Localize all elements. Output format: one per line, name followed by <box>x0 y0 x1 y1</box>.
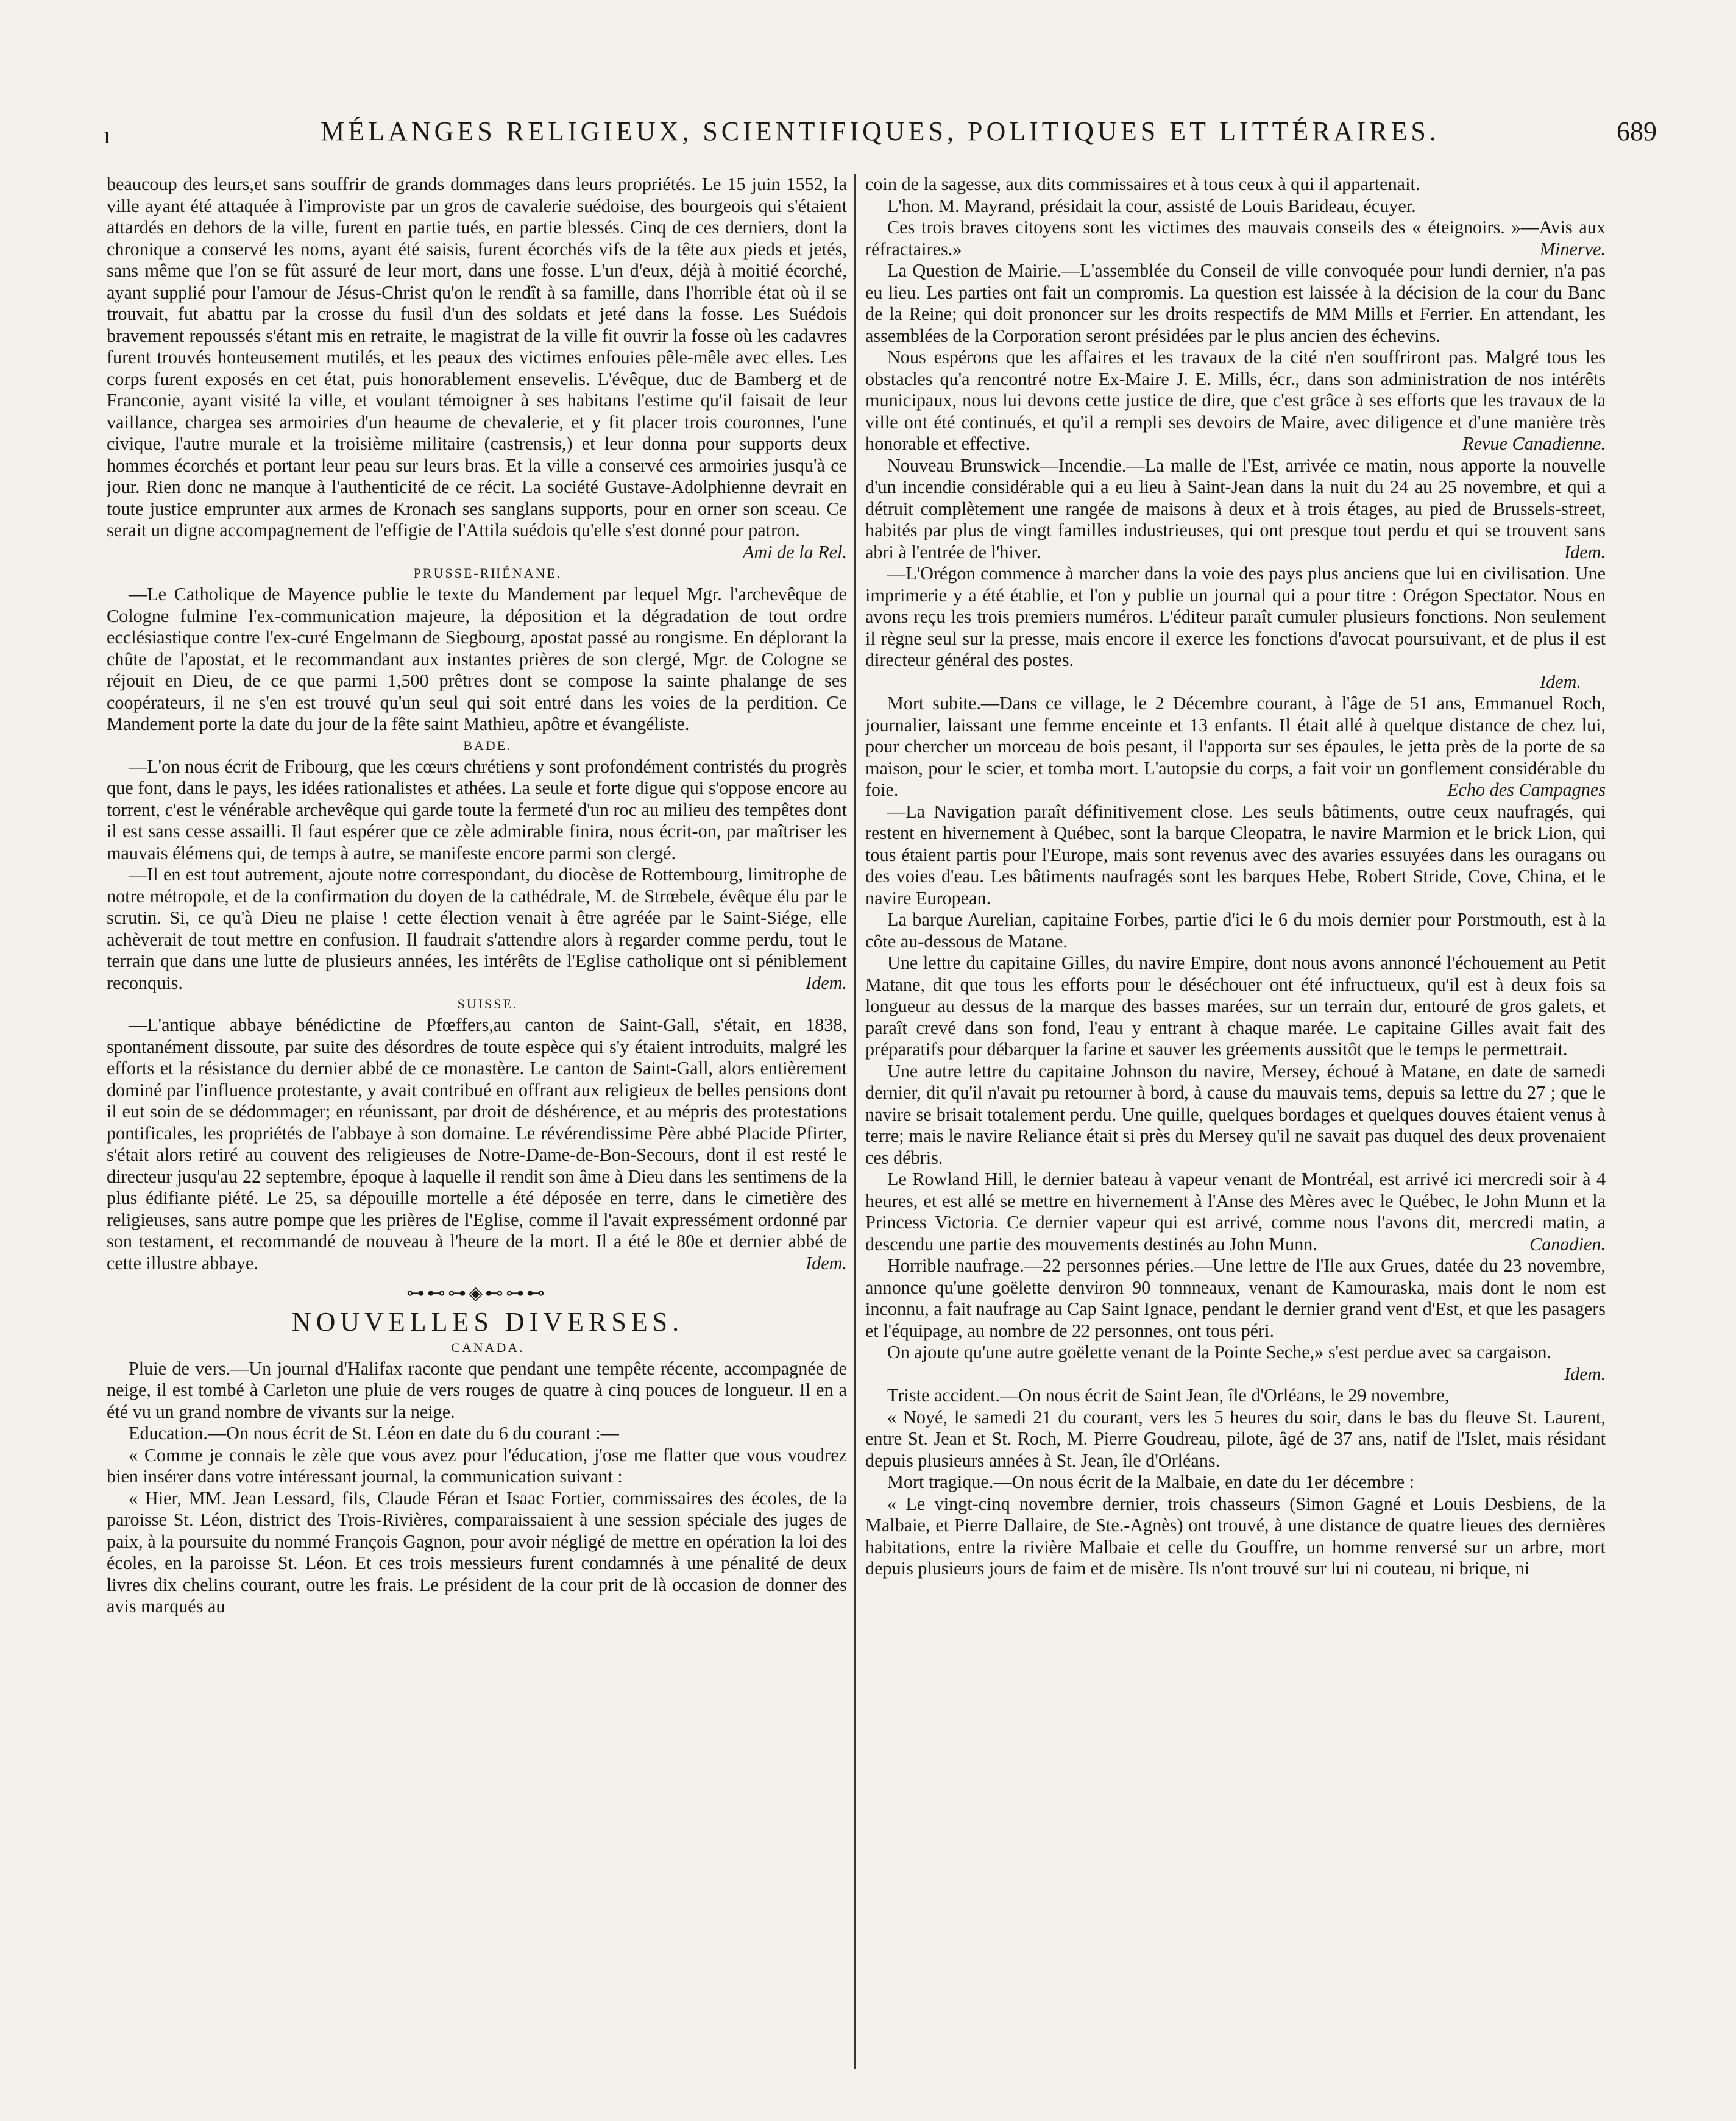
article-capitaine-johnson: Une autre lettre du capitaine Johnson du navire, Mersey, échoué à Matane, en date de samedi dernier, dit qu'il n'avait pu retourner à bord, à cause du mauvais tems, depuis sa lettre du 27 ; que le navire se brisait totalement perdu. Une quille, quelques bordages et quelques douves étaient venus à terre; mais le navire Reliance était si près du Mersey qu'il ne savait pas duquel des deux provenaient ces débris. <box>865 1060 1606 1168</box>
article-nous-esperons: Nous espérons que les affaires et les travaux de la cité n'en souffriront pas. Malgré tous les obstacles qu'a rencontré notre Ex-Maire J. E. Mills, écr., dans son administration de nos intérêts municipaux, nous lui devons cette justice de dire, que c'est grâce à ses efforts que les travaux de la ville ont été continués, et qu'il a rempli ses devoirs de Maire, avec diligence et d'une manière très honorable et effective. Revue Canadienne. <box>865 347 1606 454</box>
article-triste-accident: Triste accident.—On nous écrit de Saint Jean, île d'Orléans, le 29 novembre, <box>887 1385 1450 1406</box>
margin-mark: ı <box>104 121 111 149</box>
running-header <box>104 116 1657 158</box>
journal-title: MÉLANGES RELIGIEUX, SCIENTIFIQUES, POLITIQUES ET LITTÉRAIRES. <box>321 116 1440 146</box>
article-noye: « Noyé, le samedi 21 du courant, vers les 5 heures du soir, dans le bas du fleuve St. Laurent, entre St. Jean et St. Roch, M. Pierre Goudreau, pilote, âgé de 37 ans, natif de l'Islet, mais résidant depuis plusieurs années à St. Jean, île d'Orléans. <box>865 1406 1606 1471</box>
article-rowland-hill: Le Rowland Hill, le dernier bateau à vapeur venant de Montréal, est arrivé ici mercredi soir à 4 heures, et est allé se mettre en hivernement à l'Anse des Mères avec le Québec, le John Munn et la Princess Victoria. Ce dernier vapeur qui est arrivé, comme nous l'avons dit, mercredi matin, a descendu une partie des mouvements destinés au John Munn. Canadien. <box>865 1169 1606 1255</box>
article-education: Education.—On nous écrit de St. Léon en date du 6 du courant :— <box>129 1423 619 1443</box>
article-oregon: —L'Orégon commence à marcher dans la voie des pays plus anciens que lui en civilisation. Une imprimerie y a été établie, et l'on y publie un journal qui a pour titre : Orégon Spectator. Nous en avons reçu les trois premiers numéros. L'éditeur paraît cumuler plusieurs fonctions. Non seulement il règne seul sur la presse, mais encore il exerce les fonctions d'avocat poursuivant, et de plus il est directeur général des postes. <box>865 563 1606 670</box>
left-column <box>107 174 847 2069</box>
article-capitaine-gilles: Une lettre du capitaine Gilles, du navire Empire, dont nous avons annoncé l'échouement au Petit Matane, dit que tous les efforts pour le déséchouer ont été infructueux, qu'il est à deux fois sa longueur au dessus de la marque des basses marées, sur un terrain dur, entouré de gros galets, et paraît crevé dans son fond, l'eau y entrant à chaque marée. Le capitaine Gilles avait fait des préparatifs pour débarquer la farine et sauver les gréements aussitôt que le temps le permettrait. <box>865 952 1606 1060</box>
article-education-hier: « Hier, MM. Jean Lessard, fils, Claude Féran et Isaac Fortier, commissaires des écoles, de la paroisse St. Léon, district des Trois-Rivières, comparaissaient à une session spéciale des juges de paix, à la poursuite du nommé François Gagnon, pour avoir négligé de mettre en opération la loi des écoles, en la paroisse St. Léon. Et ces trois messieurs furent condamnés à une pénalité de deux livres dix chelins courant, outre les frais. Le président de la cour prit de là occasion de donner des avis marqués au <box>107 1487 847 1616</box>
source-idem: Idem. <box>1564 1363 1606 1384</box>
right-column <box>865 174 1606 2069</box>
source-ami-de-la-rel: Ami de la Rel. <box>742 541 847 562</box>
article-mort-subite: Mort subite.—Dans ce village, le 2 Décembre courant, à l'âge de 51 ans, Emmanuel Roch, journalier, laissant une femme enceinte et 13 enfants. Il était allé à quelque distance de chez lui, pour chercher un morceau de bois pesant, il l'apporta sur ses épaules, le jetta près de la porte de sa maison, pour le scier, et tomba mort. L'autopsie du corps, a fait voir un gonflement considérable du foie. Echo des Campagnes <box>865 693 1606 800</box>
article-hon-mayrand: L'hon. M. Mayrand, présidait la cour, assisté de Louis Barideau, écuyer. <box>887 195 1416 216</box>
heading-nouvelles-diverses: NOUVELLES DIVERSES. <box>291 1306 684 1337</box>
article-suisse: —L'antique abbaye bénédictine de Pfœffers,au canton de Saint-Gall, s'était, en 1838, spontanément dissoute, par suite des désordres de toute espèce qui s'y étaient introduits, malgré les efforts et la résistance du dernier abbé de ce monastère. Le canton de Saint-Gall, alors entièrement dominé par l'influence protestante, y avait contribué en offrant aux religieux de belles pensions dont il eut soin de se dédommager; en réunissant, par droit de déshérence, et au mépris des protestations pontificales, les propriétés de l'abbaye à son domaine. Le révérendissime Père abbé Placide Pfirter, s'était alors retiré au couvent des religieuses de Notre-Dame-de-Bon-Secours, dont il est resté le directeur jusqu'au 22 septembre, époque à laquelle il rendit son âme à Dieu dans les sentimens de la plus édifiante piété. Le 25, sa dépouille mortelle a été déposée en terre, dans le cimetière des religieuses, sans autre pompe que les prières de l'Eglise, comme il l'avait expressément ordonné par son testament, et recommandé de nouveau à l'heure de la mort. Il a été le 80e et dernier abbé de cette illustre abbaye. Idem. <box>107 1014 847 1273</box>
article-pointe-seche: On ajoute qu'une autre goëlette venant de la Pointe Seche,» s'est perdue avec sa cargaison. Idem. <box>887 1342 1606 1384</box>
source-minerve: Minerve. <box>1539 238 1606 260</box>
source-idem: Idem. <box>1564 541 1606 562</box>
source-idem: Idem. <box>806 972 847 993</box>
page-number: 689 <box>1617 116 1657 146</box>
article-horrible-naufrage: Horrible naufrage.—22 personnes péries.—Une lettre de l'Ile aux Grues, datée du 23 novembre, annonce qu'une goëlette denviron 90 tonnneaux, venant de Kamouraska, mais dont le nom est inconnu, a fait naufrage au Cap Saint Ignace, pendant le dernier grand vent d'Est, et que les pasagers et l'équipage, au nombre de 22 personnes, ont tous péri. <box>865 1255 1606 1341</box>
source-echo-des-campagnes: Echo des Campagnes <box>1447 779 1606 800</box>
article-kronach: beaucoup des leurs,et sans souffrir de grands dommages dans leurs propriétés. Le 15 juin 1552, la ville ayant été attaquée à l'improviste par un gros de cavalerie suédoise, des bourgeois qui s'étaient attardés en dehors de la ville, furent en partie tués, en partie blessés. Cinq de ces derniers, dont la chronique a conservé les noms, ayant été saisis, furent écorchés vifs de la tête aux pieds et jetés, sans même que l'on se fût assuré de leur mort, dans une fosse. L'un d'eux, déjà à moitié écorché, ayant supplié pour l'amour de Jésus-Christ qu'on le rendît à sa famille, dans l'horrible état où il se trouvait, fut abattu par la crosse du fusil d'un des soldats et jeté dans la fosse. Les Suédois bravement repoussés s'étant mis en retraite, le magistrat de la ville fit ouvrir la fosse où les cadavres furent trouvés honteusement mutilés, et les peaux des victimes enfouies pêle-mêle avec elles. Les corps furent exposés en cet état, puis honorablement ensevelis. L'évêque, duc de Bamberg et de Franconie, ayant visité la ville, et voulant témoigner à ses habitans l'estime qu'il faisait de leur vaillance, chargea ses armoiries d'un heaume de chevalerie, et y fit placer trois couronnes, l'une civique, l'autre murale et la troisième militaire (castrensis,) et leur donna pour supports deux hommes écorchés et portant leur peau sur leurs bras. Et la ville a conservé ces armoiries jusqu'à ce jour. Rien donc ne manque à l'authenticité de ce récit. La société Gustave-Adolphienne devrait en toute justice emprunter aux armes de Kronach ses sanglans supports, pour en orner son sceau. Ce serait un digne accompagnement de l'effigie de l'Attila suédois qu'elle s'est donné pour patron. Ami de la Rel. <box>107 174 847 562</box>
section-prusse-rhenane: PRUSSE-RHÉNANE. <box>413 565 562 581</box>
ornament-divider: ⊶⊷⊶◈⊷⊶⊷ <box>406 1283 548 1303</box>
section-suisse: SUISSE. <box>457 996 519 1011</box>
source-idem: Idem. <box>1540 671 1581 692</box>
article-bade-rottembourg: —Il en est tout autrement, ajoute notre correspondant, du diocèse de Rottembourg, limitrophe de notre métropole, et de la confirmation du doyen de la cathédrale, M. de Strœbele, évêque élu par le scrutin. Si, ce qu'à Dieu ne plaise ! cette élection venait à être agréée par le Saint-Siége, elle achèverait de tout mettre en confusion. Il faudrait s'attendre alors à regarder comme perdu, tout le terrain que dans une lutte de plusieurs années, les intérêts de l'Eglise catholique ont si péniblement reconquis. Idem. <box>107 864 847 993</box>
article-question-de-mairie: La Question de Mairie.—L'assemblée du Conseil de ville convoquée pour lundi dernier, n'a pas eu lieu. Les parties ont fait un compromis. La question est laissée à la décision de la cour du Banc de la Reine; qui doit prononcer sur les droits respectifs de MM Mills et Ferrier. En attendant, les assemblées de la Corporation seront présidées par le plus ancien des échevins. <box>865 260 1606 346</box>
article-trois-braves: Ces trois braves citoyens sont les victimes des mauvais conseils des « éteignoirs. »—Avis aux réfractaires.» Minerve. <box>865 217 1606 260</box>
article-prusse: —Le Catholique de Mayence publie le texte du Mandement par lequel Mgr. l'archevêque de Cologne fulmine l'ex-communication majeure, la déposition et la dégradation de tout ordre ecclésiastique contre l'ex-curé Engelmann de Siegbourg, apostat passé au rongisme. En déplorant la chûte de l'apostat, et le recommandant aux instantes prières de son clergé, Mgr. de Cologne se réjouit en Dieu, de ce que parmi 1,500 prêtres dont se compose la sainte phalange de ses coopérateurs, il ne s'en est trouvé qu'un seul qui soit entré dans les voies de la perdition. Ce Mandement porte la date du jour de la fête saint Mathieu, apôtre et évangéliste. <box>107 584 847 734</box>
source-idem: Idem. <box>806 1252 847 1273</box>
article-continuation: coin de la sagesse, aux dits commissaires et à tous ceux à qui il appartenait. <box>865 174 1420 194</box>
article-aurelian: La barque Aurelian, capitaine Forbes, partie d'ici le 6 du mois dernier pour Porstmouth, est à la côte au-dessous de Matane. <box>865 909 1606 952</box>
section-bade: BADE. <box>463 737 512 753</box>
article-education-letter: « Comme je connais le zèle que vous avez pour l'éducation, j'ose me flatter que vous voudrez bien insérer dans votre intéressant journal, la communication suivant : <box>107 1444 847 1487</box>
source-canadien: Canadien. <box>1529 1233 1606 1255</box>
article-navigation: —La Navigation paraît définitivement close. Les seuls bâtiments, outre ceux naufragés, qui restent en hivernement à Québec, sont la barque Cleopatra, le navire Marmion et le brick Lion, qui tous étaient partis pour l'Europe, mais sont revenus avec des avaries essuyées dans les ouragans ou des voies d'eau. Les bâtiments naufragés sont les barques Hebe, Robert Stride, Cove, China, et le navire European. <box>865 801 1606 908</box>
article-bade-fribourg: —L'on nous écrit de Fribourg, que les cœurs chrétiens y sont profondément contristés du progrès que font, dans le pays, les idées rationalistes et athées. La seule et forte digue qui s'oppose encore au torrent, c'est le vénérable archevêque qui garde toute la fermeté d'un roc au milieu des tempêtes dont il est sans cesse assailli. Il faut espérer que ce zèle admirable finira, nous écrit-on, par maîtriser les mauvais élémens qui, de temps à autre, se manifeste encore parmi son clergé. <box>107 756 847 863</box>
column-rule <box>854 174 856 2069</box>
article-nouveau-brunswick: Nouveau Brunswick—Incendie.—La malle de l'Est, arrivée ce matin, nous apporte la nouvelle d'un incendie considérable qui a eu lieu à Saint-Jean dans la nuit du 24 au 25 novembre, et qui a détruit complètement une rangée de maisons à deux et à trois étages, au pied de Brussels-street, habités par plus de vingt familles industrieuses, qui ont presque tout perdu et qui se trouvent sans abri à l'entrée de l'hiver. Idem. <box>865 455 1606 562</box>
article-pluie-de-vers: Pluie de vers.—Un journal d'Halifax raconte que pendant une tempête récente, accompagnée de neige, il est tombé à Carleton une pluie de vers rouges de quatre à cinq pouces de longueur. Il en a été vu un grand nombre de vivants sur la neige. <box>107 1358 847 1422</box>
section-canada: CANADA. <box>451 1339 525 1355</box>
article-vingt-cinq-novembre: « Le vingt-cinq novembre dernier, trois chasseurs (Simon Gagné et Louis Desbiens, de la Malbaie, et Pierre Dallaire, de Ste.-Agnès) ont trouvé, à une distance de quatre lieues des dernières habitations, entre la rivière Malbaie et celle du Gouffre, un homme renversé sur un arbre, mort depuis plusieurs jours de faim et de misère. Ils n'ont trouvé sur lui ni couteau, ni brique, ni <box>865 1493 1606 1579</box>
source-revue-canadienne: Revue Canadienne. <box>1462 433 1606 454</box>
article-mort-tragique: Mort tragique.—On nous écrit de la Malbaie, en date du 1er décembre : <box>887 1471 1415 1492</box>
